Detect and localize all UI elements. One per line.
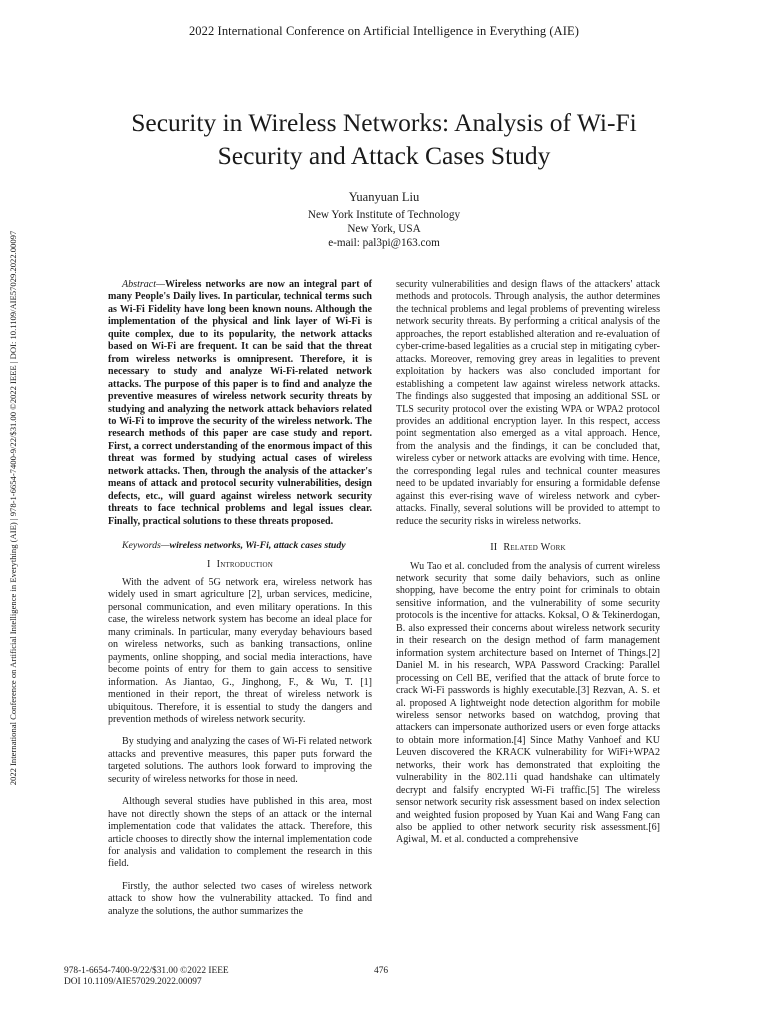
intro-paragraph-3: Although several studies have published in this area, most have not directly shown the steps of an attack or the internal implementation code that validates the attack. Therefore, this article chooses to directly show the internal implementation code for analysis and validation to complement the research in this field.	[108, 796, 372, 870]
copyright-footer	[64, 966, 229, 988]
keywords	[108, 540, 372, 552]
right-column	[396, 279, 660, 847]
section-number: II	[490, 542, 498, 554]
conference-header: 2022 International Conference on Artificial Intelligence in Everything (AIE)	[188, 24, 580, 38]
affiliation-location: New York, USA	[347, 223, 421, 236]
abstract	[108, 279, 372, 528]
abstract-lead: Abstract—	[122, 279, 165, 290]
paper-title	[0, 106, 768, 172]
paper-title-line-1: Security in Wireless Networks: Analysis of Wi-Fi	[131, 108, 637, 137]
footer-isbn: 978-1-6654-7400-9/22/$31.00 ©2022 IEEE	[64, 966, 229, 976]
affiliation-email: e-mail: pal3pi@163.com	[328, 237, 440, 250]
section-heading-introduction	[108, 559, 372, 571]
related-work-paragraph-1: Wu Tao et al. concluded from the analysis of current wireless network security that some daily behaviors, such as online shopping, have become the entry point for criminals to obtain sensitive information, and the vulnerability of some security protocols is the incentive for attacks. Koksal, O & Tekinerdogan, B. also expressed their concerns about wireless network security in their research on the design method of farm management information system architecture based on Internet of Things.[2] Daniel M. in his research, WPA Password Cracking: Parallel processing on Cell BE, verified that the attack of brute force to crack Wi-Fi passwords is highly executable.[3] Rezvan, A. S. et al. proposed A lightweight node detection algorithm for mobile wireless sensor networks based on watchdog, proving that attackers can impersonate authorized users or even forge attacks to obtain more information.[4] Since Mathy Vanhoef and KU Leuven discovered the KRACK vulnerability for WiFi+WPA2 networks, their work has demonstrated that exploiting the vulnerability in the 802.11i quad handshake can ultimately decrypt and falsify encrypted Wi-Fi traffic.[5] The wireless sensor network security risk assessment based on index selection and weighted fusion proposed by Yuan Kai and Wang Fang can also be applied to other network security risk assessment.[6] Agiwal, M. et al. conducted a comprehensive	[396, 560, 660, 846]
abstract-text: Wireless networks are now an integral part of many People's Daily lives. In particular, technical terms such as Wi-Fi Fidelity have long been known nouns. Although the implementation of the physical and link layer of Wi-Fi is quite complex, due to its popularity, the network attacks based on Wi-Fi are frequent. It can be said that the threat from wireless networks is omnipresent. Therefore, it is necessary to study and analyze Wi-Fi-related network attacks. The purpose of this paper is to find and analyze the preventive measures of wireless network security threats by studying and analyzing the network attack behaviors related to Wi-Fi to improve the security of the wireless network. The research methods of this paper are case study and report. First, a correct understanding of the enormous impact of this threat was formed by studying actual cases of wireless network attacks. Then, through the analysis of the attacker's means of attack and protocol security vulnerabilities, design defects, etc., will guard against wireless network security threats to face technical problems and legal issues clear. Finally, practical solutions to these threats proposed.	[108, 279, 372, 527]
keywords-text: wireless networks, Wi-Fi, attack cases study	[169, 540, 346, 552]
intro-paragraph-4-continued: security vulnerabilities and design flaws of the attackers' attack methods and protocols. Through analysis, the author determines the technical problems and legal problems of preventing wireless network security threats. By performing a critical analysis of the approaches, the report established alteration and re-evaluation of cyber-crime-based legalities as a crucial step in mitigating cyber-attacks. Moreover, removing grey areas in legalities to prevent exploitation by hackers was also concluded important for establishing a competent law against wireless network attacks. The findings also suggested that imposing an additional SSL or TLS security protocol over the existing WPA or WPA2 protocol provides an additional encryption layer. In this respect, access point segmentation also emerged as a vital approach. Hence, from the analysis and the findings, it can be concluded that, wireless cyber or network attacks are evolving with time. Hence, the corresponding legal rules and technical counter measures need to be updated invariably for ensuring a formidable defense against this ever-rising wave of wireless network and cyber-attacks. Finally, several solutions will be provided to attempt to reduce the security risks in wireless networks.	[396, 279, 660, 527]
doi-sidebar: 2022 International Conference on Artificial Intelligence in Everything (AIE) | 978-1-6654-7400-9/22/$31.00 ©2022 IEEE | DOI: 10.1109/AIE57029.2022.00097	[8, 230, 18, 786]
intro-paragraph-2: By studying and analyzing the cases of Wi-Fi related network attacks and preventive measures, this paper puts forward the targeted solutions. The authors look forward to improving the security of wireless networks for those in need.	[108, 736, 372, 785]
section-number: I	[207, 558, 211, 570]
keywords-lead: Keywords—	[122, 540, 170, 552]
intro-paragraph-1: With the advent of 5G network era, wireless network has widely used in smart agriculture [2], urban services, medicine, personal communication, and even military operations. In this case, the wireless network system has become an ideal place for many criminals. In particular, many everyday behaviours based on wireless networks, such as banking transactions, online payments, online shopping, and social media interactions, have become points of entry for them to gain access to sensitive information. As Jiantao, G., Jinghong, F., & Wu, T. [1] mentioned in their report, the threat of wireless network is ubiquitous. Therefore, it is essential to study the dangers and prevention methods of wireless network security.	[108, 576, 372, 725]
left-column	[108, 279, 372, 918]
author-affiliation	[0, 208, 768, 251]
section-heading-related-work	[396, 542, 660, 554]
section-title: Introduction	[216, 558, 273, 570]
intro-paragraph-4: Firstly, the author selected two cases of wireless network attack to show how the vulnerability attacked. To find and analyze the solutions, the author summarizes the	[108, 880, 372, 917]
footer-doi: DOI 10.1109/AIE57029.2022.00097	[64, 977, 202, 988]
page-number: 476	[374, 966, 389, 976]
affiliation-institution: New York Institute of Technology	[307, 209, 461, 221]
author-name: Yuanyuan Liu	[348, 190, 420, 204]
section-title: Related Work	[503, 542, 566, 554]
paper-title-line-2: Security and Attack Cases Study	[217, 141, 551, 170]
